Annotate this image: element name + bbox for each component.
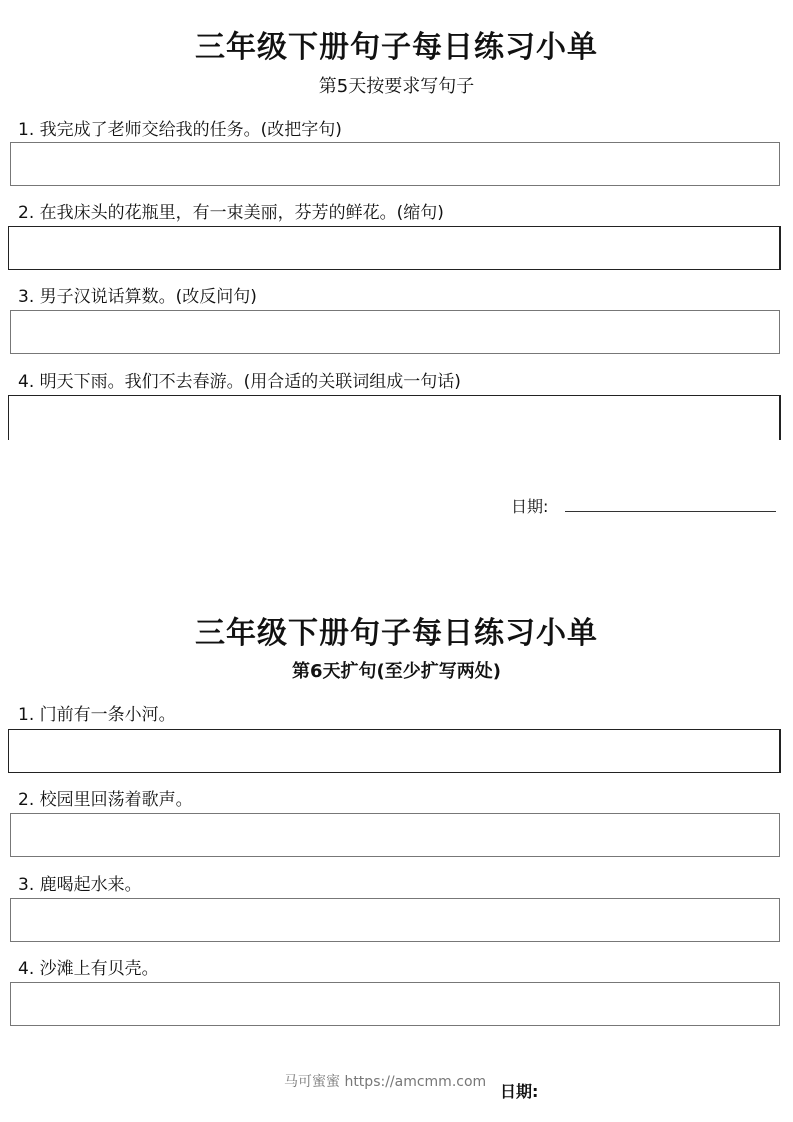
sheet1-date-line[interactable] (565, 511, 776, 512)
sheet2-question-4: 4. 沙滩上有贝壳。 (18, 959, 159, 979)
sheet2-date-label: 日期: (500, 1082, 539, 1101)
sheet1-date-label: 日期: (511, 497, 549, 516)
sheet1-answer-box-1[interactable] (10, 142, 780, 186)
sheet2-answer-box-1[interactable] (8, 729, 781, 773)
sheet1-answer-box-3[interactable] (10, 310, 780, 354)
sheet1-question-1: 1. 我完成了老师交给我的任务。(改把字句) (18, 120, 342, 140)
sheet1-question-2: 2. 在我床头的花瓶里，有一束美丽，芬芳的鲜花。(缩句) (18, 203, 444, 223)
sheet1-answer-box-4[interactable] (8, 395, 781, 440)
sheet2-question-3: 3. 鹿喝起水来。 (18, 875, 142, 895)
sheet1-question-4: 4. 明天下雨。我们不去春游。(用合适的关联词组成一句话) (18, 372, 461, 392)
sheet2-subtitle: 第6天扩句(至少扩写两处) (292, 661, 501, 682)
sheet1-answer-box-2[interactable] (8, 226, 781, 270)
sheet1-question-3: 3. 男子汉说话算数。(改反问句) (18, 287, 257, 307)
sheet1-title: 三年级下册句子每日练习小单 (195, 30, 598, 65)
sheet1-subtitle: 第5天按要求写句子 (318, 76, 475, 97)
sheet2-title: 三年级下册句子每日练习小单 (195, 616, 598, 651)
sheet2-answer-box-3[interactable] (10, 898, 780, 942)
sheet2-answer-box-2[interactable] (10, 813, 780, 857)
sheet2-question-2: 2. 校园里回荡着歌声。 (18, 790, 193, 810)
sheet2-question-1: 1. 门前有一条小河。 (18, 705, 176, 725)
footer-watermark: 马可蜜蜜 https://amcmm.com (284, 1074, 487, 1090)
sheet2-answer-box-4[interactable] (10, 982, 780, 1026)
